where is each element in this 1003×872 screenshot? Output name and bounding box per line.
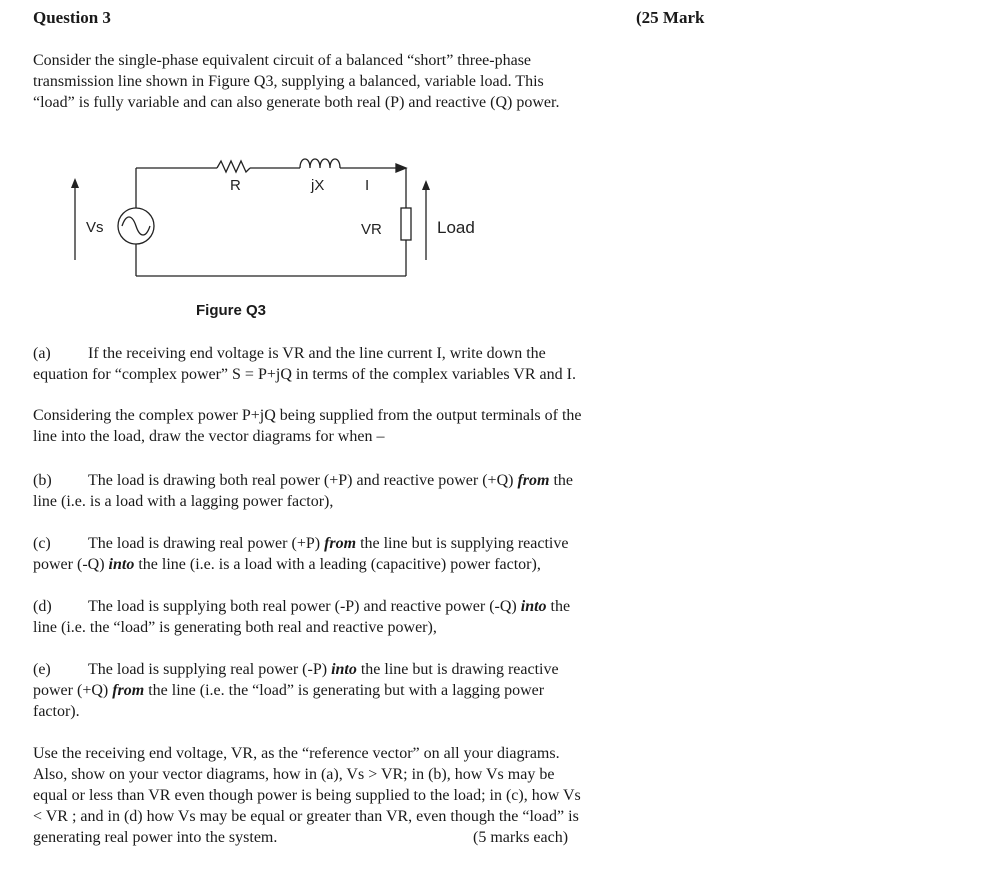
label-load: Load — [437, 218, 475, 237]
part-d-text: the — [546, 598, 571, 615]
part-e-text: power (+Q) — [33, 682, 113, 699]
closing-line: < VR ; and in (d) how Vs may be equal or greater than VR, even though the “load” is — [33, 808, 579, 825]
label-i: I — [365, 177, 370, 194]
part-e-label: (e) — [33, 661, 51, 678]
ac-sine-symbol — [122, 217, 150, 235]
intro-paragraph — [33, 50, 693, 113]
part-c-text: the line (i.e. is a load with a leading (capacitive) power factor), — [134, 556, 541, 573]
part-a-line: equation for “complex power” S = P+jQ in terms of the complex variables VR and I. — [33, 366, 576, 383]
marks-each: (5 marks each) — [473, 829, 569, 846]
closing-line: equal or less than VR even though power is being supplied to the load; in (c), how Vs — [33, 787, 581, 804]
intro-line: “load” is fully variable and can also generate both real (P) and reactive (Q) power. — [33, 94, 560, 111]
part-a-label: (a) — [33, 345, 51, 362]
considering-paragraph — [33, 405, 693, 447]
part-e-emphasis: from — [112, 682, 145, 699]
part-a — [33, 343, 693, 385]
intro-line: transmission line shown in Figure Q3, supplying a balanced, variable load. This — [33, 73, 544, 90]
figure-caption: Figure Q3 — [196, 302, 267, 319]
part-e — [33, 659, 673, 722]
part-c-text: The load is drawing real power (+P) — [88, 535, 325, 552]
intro-line: Consider the single-phase equivalent circuit of a balanced “short” three-phase — [33, 52, 532, 69]
part-e-text: the line (i.e. the “load” is generating but with a lagging power — [144, 682, 545, 699]
resistor-symbol — [217, 161, 250, 172]
part-e-line: factor). — [33, 703, 80, 720]
considering-line: Considering the complex power P+jQ being supplied from the output terminals of the — [33, 407, 582, 424]
marks-label: (25 Mark — [636, 8, 705, 27]
part-b-text: The load is drawing both real power (+P) and reactive power (+Q) — [88, 472, 518, 489]
current-arrowhead — [396, 164, 406, 172]
part-b-label: (b) — [33, 472, 52, 489]
question-title: Question 3 — [33, 8, 111, 27]
part-d-label: (d) — [33, 598, 52, 615]
inductor-symbol — [300, 159, 340, 168]
part-c-emphasis: from — [324, 535, 357, 552]
part-d-emphasis: into — [520, 598, 547, 615]
part-d-text: The load is supplying both real power (-P) and reactive power (-Q) — [88, 598, 521, 615]
label-vr: VR — [361, 221, 382, 238]
load-resistor-box — [401, 208, 411, 240]
part-b — [33, 470, 673, 512]
closing-line: Also, show on your vector diagrams, how in (a), Vs > VR; in (b), how Vs may be — [33, 766, 555, 783]
part-c-text: power (-Q) — [33, 556, 109, 573]
part-b-line: line (i.e. is a load with a lagging power factor), — [33, 493, 334, 510]
closing-line: generating real power into the system. — [33, 829, 278, 846]
part-c-emphasis: into — [108, 556, 135, 573]
part-c-text: the line but is supplying reactive — [356, 535, 569, 552]
part-b-emphasis: from — [517, 472, 550, 489]
label-r: R — [230, 177, 241, 194]
closing-line: Use the receiving end voltage, VR, as the “reference vector” on all your diagrams. — [33, 745, 560, 762]
part-c-label: (c) — [33, 535, 51, 552]
vs-arrowhead — [71, 178, 79, 188]
load-arrowhead — [422, 180, 430, 190]
part-e-text: the line but is drawing reactive — [356, 661, 559, 678]
closing-paragraph — [33, 743, 693, 848]
label-vs: Vs — [86, 219, 104, 236]
part-d — [33, 596, 673, 638]
part-d-line: line (i.e. the “load” is generating both real and reactive power), — [33, 619, 437, 636]
circuit-diagram — [60, 150, 520, 290]
part-a-line: If the receiving end voltage is VR and the line current I, write down the — [88, 345, 546, 362]
part-e-emphasis: into — [331, 661, 357, 678]
part-b-text: the — [549, 472, 573, 489]
part-e-text: The load is supplying real power (-P) — [88, 661, 332, 678]
part-c — [33, 533, 673, 575]
considering-line: line into the load, draw the vector diagrams for when – — [33, 428, 385, 445]
label-jx: jX — [311, 177, 325, 194]
